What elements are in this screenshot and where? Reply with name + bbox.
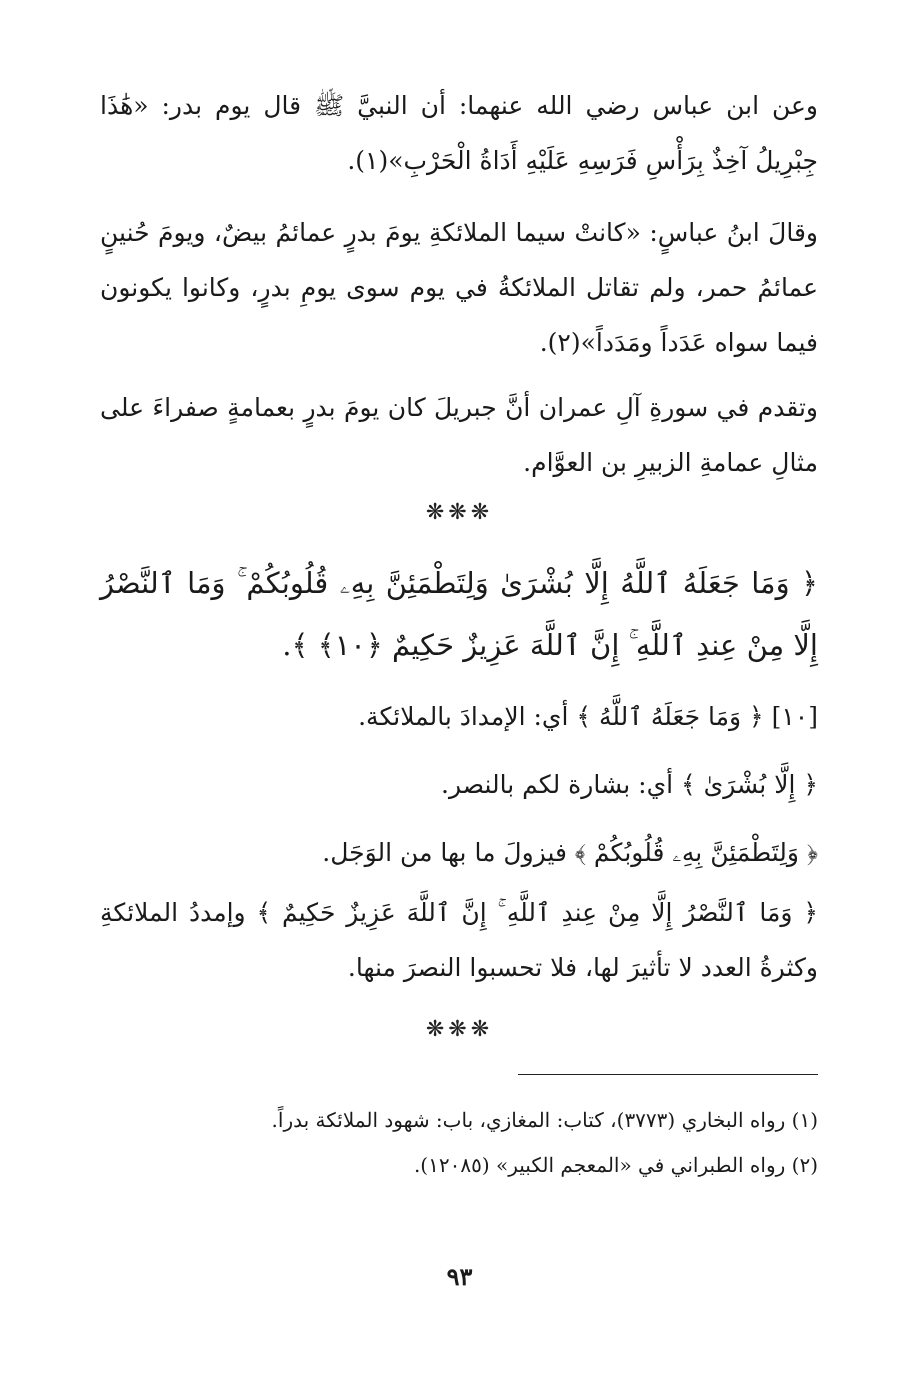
footnote: (٢) رواه الطبراني في «المعجم الكبير» (١٢٠٨٥).	[413, 1153, 818, 1177]
footnote-divider	[518, 1074, 818, 1075]
section-separator: ❋❋❋	[425, 1017, 494, 1042]
page-number: ٩٣	[446, 1262, 473, 1291]
commentary-line: [١٠] ﴿ وَمَا جَعَلَهُ ٱللَّهُ ﴾ أي: الإمدادَ بالملائكة.	[358, 702, 818, 731]
commentary-line: ﴿ إِلَّا بُشْرَىٰ ﴾ أي: بشارة لكم بالنصر.	[441, 770, 818, 799]
commentary-line: ﴿ وَلِتَطْمَئِنَّ بِهِۦ قُلُوبُكُمْ ﴾ فيزولَ ما بها من الوَجَل.	[322, 838, 818, 867]
paragraph-surah-al-imran: وتقدم في سورةِ آلِ عمران أنَّ جبريلَ كان يومَ بدرٍ بعمامةٍ صفراءَ على مثالِ عمامةِ الزبيرِ بن العوَّام.	[100, 393, 818, 477]
paragraph-angels-turbans: وقالَ ابنُ عباسٍ: «كانتْ سيما الملائكةِ يومَ بدرٍ عمائمُ بيضٌ، ويومَ حُنينٍ عمائمُ حمر، ولم تقاتل الملائكةُ في يوم سوى يومِ بدرٍ، وكانوا يكونون فيما سواه عَدَداً ومَدَداً»(٢).	[100, 218, 818, 357]
footnote: (١) رواه البخاري (٣٧٧٣)، كتاب: المغازي، باب: شهود الملائكة بدراً.	[271, 1108, 818, 1132]
paragraph-ibn-abbas-jibril: وعن ابن عباس رضي الله عنهما: أن النبيَّ ﷺ قال يوم بدر: «هَٰذَا جِبْرِيلُ آخِذٌ بِرَأْسِ فَرَسِهِ عَلَيْهِ أَدَاةُ الْحَرْبِ»(١).	[100, 91, 818, 175]
commentary-paragraph: ﴿ وَمَا ٱلنَّصْرُ إِلَّا مِنْ عِندِ ٱللَّهِ ۚ إِنَّ ٱللَّهَ عَزِيزٌ حَكِيمٌ ﴾ وإمددُ الملائكةِ وكثرةُ العدد لا تأثيرَ لها، فلا تحسبوا النصرَ منها.	[100, 898, 818, 982]
section-separator: ❋❋❋	[425, 500, 494, 525]
quran-verse: ﴿ وَمَا جَعَلَهُ ٱللَّهُ إِلَّا بُشْرَىٰ وَلِتَطْمَئِنَّ بِهِۦ قُلُوبُكُمْ ۚ وَمَا ٱلنَّصْرُ إِلَّا مِنْ عِندِ ٱللَّهِ ۚ إِنَّ ٱللَّهَ عَزِيزٌ حَكِيمٌ ﴿١٠﴾ ﴾.	[100, 566, 818, 662]
